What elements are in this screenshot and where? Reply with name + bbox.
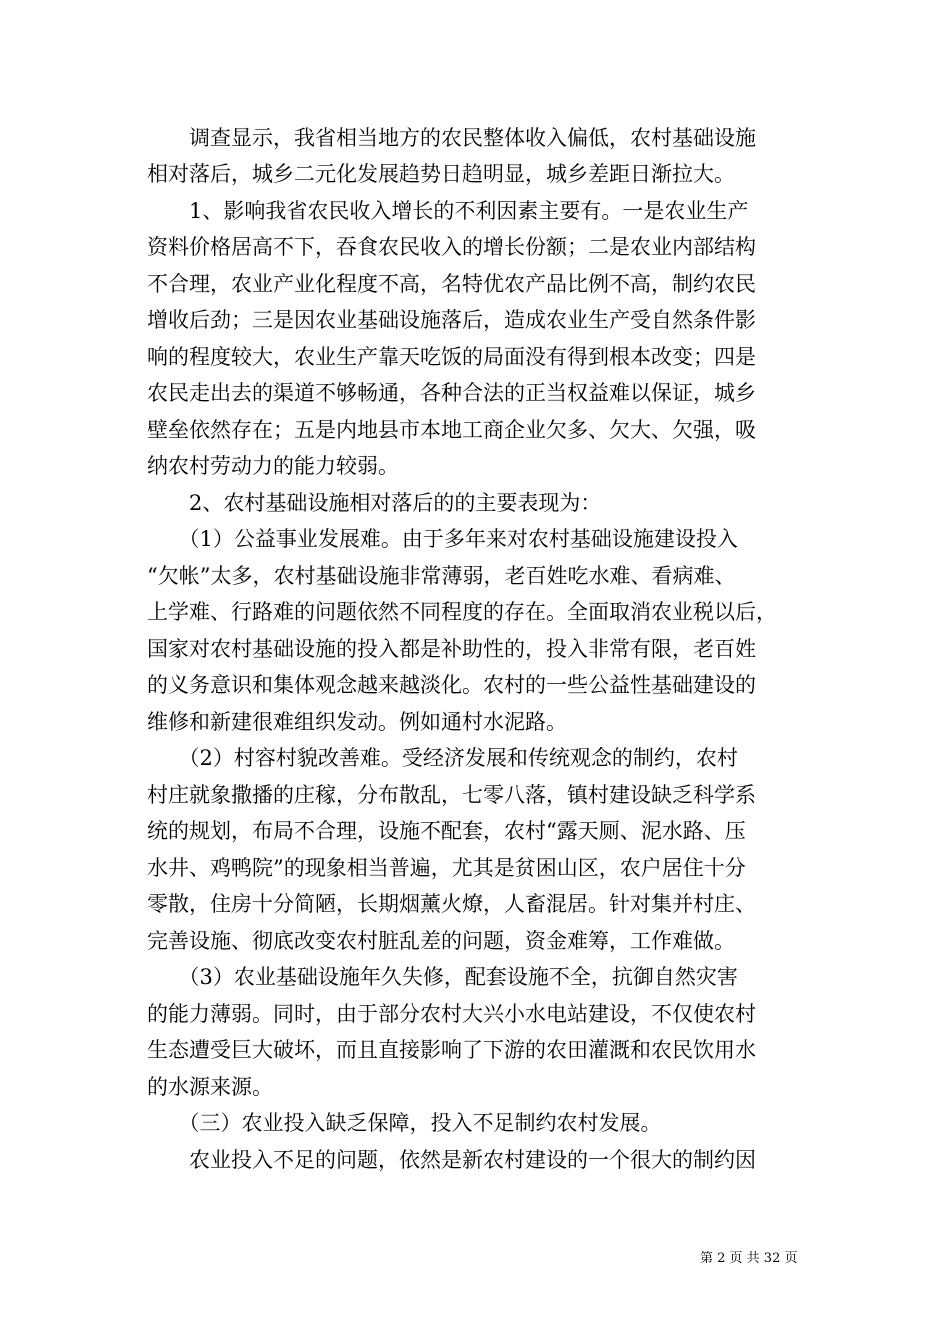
text-line: 完善设施、彻底改变农村脏乱差的问题，资金难筹，工作难做。 <box>147 929 735 953</box>
text-line: 不合理，农业产业化程度不高，名特优农产品比例不高，制约农民 <box>147 272 756 296</box>
text-line: 增收后劲；三是因农业基础设施落后，造成农业生产受自然条件影 <box>147 308 756 332</box>
text-line: （1）公益事业发展难。由于多年来对农村基础设施建设投入 <box>147 527 738 551</box>
text-line: 的能力薄弱。同时，由于部分农村大兴小水电站建设，不仅使农村 <box>147 1002 756 1026</box>
text-line: 纳农村劳动力的能力较弱。 <box>147 454 399 478</box>
text-line: 上学难、行路难的问题依然不同程度的存在。全面取消农业税以后， <box>147 600 777 624</box>
text-line: 水井、鸡鸭院”的现象相当普遍，尤其是贫困山区，农户居住十分 <box>147 856 746 880</box>
text-line: 农业投入不足的问题，依然是新农村建设的一个很大的制约因 <box>147 1148 756 1172</box>
text-line: （2）村容村貌改善难。受经济发展和传统观念的制约，农村 <box>147 746 738 770</box>
text-line: 维修和新建很难组织发动。例如通村水泥路。 <box>147 710 567 734</box>
text-line: （3）农业基础设施年久失修，配套设施不全，抗御自然灾害 <box>147 965 738 989</box>
text-line: 壁垒依然存在；五是内地县市本地工商企业欠多、欠大、欠强，吸 <box>147 418 756 442</box>
text-line: 响的程度较大，农业生产靠天吃饭的局面没有得到根本改变；四是 <box>147 345 756 369</box>
page-number: 第 2 页 共 32 页 <box>700 1251 798 1266</box>
text-line: 2、农村基础设施相对落后的的主要表现为： <box>147 491 602 515</box>
text-line: 国家对农村基础设施的投入都是补助性的，投入非常有限，老百姓 <box>147 637 756 661</box>
text-line: “欠帐”太多，农村基础设施非常薄弱，老百姓吃水难、看病难、 <box>147 564 736 588</box>
text-line: 1、影响我省农民收入增长的不利因素主要有。一是农业生产 <box>147 199 749 223</box>
text-line: 调查显示，我省相当地方的农民整体收入偏低，农村基础设施 <box>147 126 756 150</box>
text-line: 相对落后，城乡二元化发展趋势日趋明显，城乡差距日渐拉大。 <box>147 162 735 186</box>
text-line: 零散，住房十分简陋，长期烟薰火燎，人畜混居。针对集并村庄、 <box>147 892 756 916</box>
text-line: 的水源来源。 <box>147 1075 273 1099</box>
text-line: 统的规划，布局不合理，设施不配套，农村“露天厕、泥水路、压 <box>147 819 746 843</box>
text-line: （三）农业投入缺乏保障，投入不足制约农村发展。 <box>147 1111 662 1135</box>
text-line: 农民走出去的渠道不够畅通，各种合法的正当权益难以保证，城乡 <box>147 381 756 405</box>
text-line: 的义务意识和集体观念越来越淡化。农村的一些公益性基础建设的 <box>147 673 756 697</box>
text-line: 生态遭受巨大破坏，而且直接影响了下游的农田灌溉和农民饮用水 <box>147 1038 756 1062</box>
text-line: 村庄就象撒播的庄稼，分布散乱，七零八落，镇村建设缺乏科学系 <box>147 783 756 807</box>
text-line: 资料价格居高不下，吞食农民收入的增长份额；二是农业内部结构 <box>147 235 756 259</box>
